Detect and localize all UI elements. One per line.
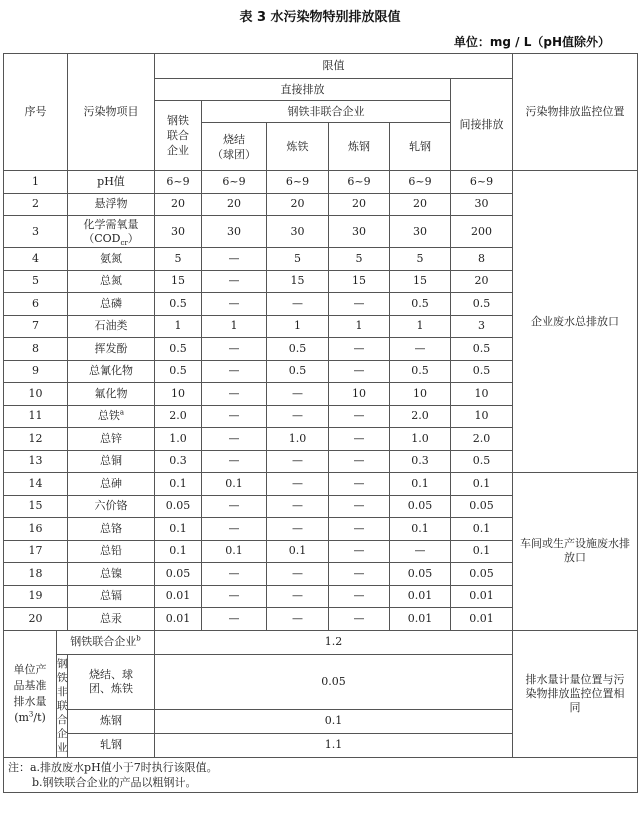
limit-value: — xyxy=(267,585,329,608)
limit-value: — xyxy=(202,293,267,316)
limit-value: 0.05 xyxy=(155,563,202,586)
limit-value: 20 xyxy=(451,270,513,293)
limit-value: 0.5 xyxy=(451,338,513,361)
note-a: 注：a.排放废水pH值小于7时执行该限值。 xyxy=(8,760,218,774)
header-rolling: 轧钢 xyxy=(390,123,451,171)
limit-value: 0.1 xyxy=(451,518,513,541)
pollutant-name: 总汞 xyxy=(68,608,155,631)
limit-value: 0.5 xyxy=(155,338,202,361)
limit-value: — xyxy=(202,518,267,541)
baseline-integrated-value: 1.2 xyxy=(155,630,513,654)
limit-value: — xyxy=(267,495,329,518)
limit-value: 1 xyxy=(329,315,390,338)
baseline-label: 单位产 品基准 排水量 $(m^3/t)$ xyxy=(4,630,57,757)
limit-value: 6~9 xyxy=(155,171,202,194)
baseline-item-label: 轧钢 xyxy=(68,733,155,757)
limit-value: 10 xyxy=(329,383,390,406)
limit-value: 20 xyxy=(390,193,451,216)
limit-value: — xyxy=(202,248,267,271)
limit-value: — xyxy=(202,383,267,406)
baseline-item-value: 0.05 xyxy=(155,654,513,709)
limit-value: 30 xyxy=(390,216,451,248)
limit-value: — xyxy=(329,608,390,631)
limit-value: 20 xyxy=(202,193,267,216)
pollutant-name: 六价铬 xyxy=(68,495,155,518)
limit-value: — xyxy=(329,473,390,496)
pollutant-name: 总铬 xyxy=(68,518,155,541)
header-sintering: 烧结 （球团） xyxy=(202,123,267,171)
limit-value: 0.5 xyxy=(155,360,202,383)
limit-value: — xyxy=(202,405,267,428)
limit-value: — xyxy=(267,473,329,496)
table-title: 表 3 水污染物特别排放限值 xyxy=(239,10,401,25)
row-number: 9 xyxy=(4,360,68,383)
limit-value: — xyxy=(329,293,390,316)
limit-value: — xyxy=(329,540,390,563)
limit-value: — xyxy=(267,563,329,586)
monitor-location: 车间或生产设施废水排放口 xyxy=(513,473,638,631)
limit-value: 0.5 xyxy=(390,360,451,383)
limit-value: 0.1 xyxy=(155,540,202,563)
limit-value: 30 xyxy=(202,216,267,248)
limit-value: 3 xyxy=(451,315,513,338)
row-number: 7 xyxy=(4,315,68,338)
limit-value: 0.01 xyxy=(451,608,513,631)
limit-value: 5 xyxy=(390,248,451,271)
limit-value: 0.3 xyxy=(390,450,451,473)
limit-value: 5 xyxy=(155,248,202,271)
pollutant-name: 化学需氧量 $(COD_{cr})$ xyxy=(68,216,155,248)
notes xyxy=(4,757,638,792)
limit-value: 1.0 xyxy=(390,428,451,451)
limit-value: 0.1 xyxy=(155,473,202,496)
limit-value: 10 xyxy=(451,383,513,406)
limit-value: 1.0 xyxy=(267,428,329,451)
limit-value: 1 xyxy=(390,315,451,338)
limit-value: — xyxy=(329,428,390,451)
limit-value: — xyxy=(202,495,267,518)
limit-value: — xyxy=(329,405,390,428)
limit-value: 15 xyxy=(155,270,202,293)
limit-value: 5 xyxy=(329,248,390,271)
header-monitor: 污染物排放监控位置 xyxy=(513,54,638,171)
limit-value: 0.5 xyxy=(155,293,202,316)
limit-value: — xyxy=(202,360,267,383)
baseline-item-label: 烧结、球 团、炼铁 xyxy=(68,654,155,709)
limit-value: 0.01 xyxy=(390,608,451,631)
row-number: 4 xyxy=(4,248,68,271)
limit-value: 0.05 xyxy=(390,495,451,518)
pollutant-name: pH值 xyxy=(68,171,155,194)
limit-value: 0.01 xyxy=(451,585,513,608)
pollutant-name: 总铅 xyxy=(68,540,155,563)
limit-value: 20 xyxy=(155,193,202,216)
limit-value: 20 xyxy=(267,193,329,216)
pollutant-name: 挥发酚 xyxy=(68,338,155,361)
limit-value: 1 xyxy=(155,315,202,338)
pollutant-name: 总砷 xyxy=(68,473,155,496)
limit-value: 1 xyxy=(267,315,329,338)
limit-value: — xyxy=(390,540,451,563)
row-number: 5 xyxy=(4,270,68,293)
row-number: 18 xyxy=(4,563,68,586)
limit-value: 5 xyxy=(267,248,329,271)
row-number: 20 xyxy=(4,608,68,631)
limit-value: 20 xyxy=(329,193,390,216)
limit-value: — xyxy=(202,608,267,631)
header-seq: 序号 xyxy=(4,54,68,171)
monitor-location: 企业废水总排放口 xyxy=(513,171,638,473)
limit-value: — xyxy=(329,360,390,383)
limit-value: 10 xyxy=(390,383,451,406)
row-number: 11 xyxy=(4,405,68,428)
limit-value: 0.3 xyxy=(155,450,202,473)
limit-value: 0.5 xyxy=(267,360,329,383)
limit-value: 0.5 xyxy=(451,450,513,473)
limit-value: 6~9 xyxy=(202,171,267,194)
limit-value: 0.01 xyxy=(155,608,202,631)
limit-value: — xyxy=(267,293,329,316)
limit-value: — xyxy=(267,608,329,631)
limit-value: — xyxy=(202,270,267,293)
limit-value: — xyxy=(202,450,267,473)
limit-value: 0.01 xyxy=(155,585,202,608)
limit-value: 1.0 xyxy=(155,428,202,451)
emission-limits-table xyxy=(3,53,638,793)
unit-label: 单位：mg / L（pH值除外） xyxy=(453,35,610,49)
table-row xyxy=(4,171,638,194)
pollutant-name: 石油类 xyxy=(68,315,155,338)
limit-value: 0.1 xyxy=(451,473,513,496)
limit-value: 0.05 xyxy=(390,563,451,586)
header-steelmaking: 炼钢 xyxy=(329,123,390,171)
pollutant-name: 氨氮 xyxy=(68,248,155,271)
limit-value: 200 xyxy=(451,216,513,248)
limit-value: 30 xyxy=(267,216,329,248)
row-number: 12 xyxy=(4,428,68,451)
baseline-monitor: 排水量计量位置与污染物排放监控位置相同 xyxy=(513,630,638,757)
baseline-item-value: 0.1 xyxy=(155,709,513,733)
pollutant-name: 总镉 xyxy=(68,585,155,608)
limit-value: — xyxy=(202,338,267,361)
limit-value: 0.5 xyxy=(451,293,513,316)
row-number: 17 xyxy=(4,540,68,563)
limit-value: 6~9 xyxy=(390,171,451,194)
pollutant-name: 总铜 xyxy=(68,450,155,473)
limit-value: 30 xyxy=(155,216,202,248)
limit-value: 0.5 xyxy=(267,338,329,361)
limit-value: 0.05 xyxy=(451,495,513,518)
limit-value: 0.1 xyxy=(202,473,267,496)
pollutant-name: 总镍 xyxy=(68,563,155,586)
limit-value: 15 xyxy=(267,270,329,293)
row-number: 6 xyxy=(4,293,68,316)
limit-value: — xyxy=(329,518,390,541)
limit-value: 0.1 xyxy=(267,540,329,563)
limit-value: 0.05 xyxy=(155,495,202,518)
limit-value: 8 xyxy=(451,248,513,271)
limit-value: — xyxy=(267,383,329,406)
limit-value: 0.01 xyxy=(390,585,451,608)
header-ironmaking: 炼铁 xyxy=(267,123,329,171)
limit-value: 15 xyxy=(329,270,390,293)
header-direct: 直接排放 xyxy=(155,79,451,101)
limit-value: 0.05 xyxy=(451,563,513,586)
pollutant-name: 总锌 xyxy=(68,428,155,451)
baseline-item-value: 1.1 xyxy=(155,733,513,757)
header-non-integrated: 钢铁非联合企业 xyxy=(202,101,451,123)
header-limit: 限值 xyxy=(155,54,513,79)
row-number: 1 xyxy=(4,171,68,194)
limit-value: 0.1 xyxy=(202,540,267,563)
table-row xyxy=(4,473,638,496)
limit-value: — xyxy=(390,338,451,361)
limit-value: 30 xyxy=(329,216,390,248)
limit-value: 2.0 xyxy=(155,405,202,428)
limit-value: 10 xyxy=(451,405,513,428)
limit-value: 0.5 xyxy=(390,293,451,316)
limit-value: — xyxy=(329,585,390,608)
pollutant-name: 悬浮物 xyxy=(68,193,155,216)
limit-value: — xyxy=(267,405,329,428)
note-b: b.钢铁联合企业的产品以粗钢计。 xyxy=(32,775,197,789)
limit-value: 6~9 xyxy=(267,171,329,194)
limit-value: 6~9 xyxy=(451,171,513,194)
row-number: 8 xyxy=(4,338,68,361)
limit-value: 0.1 xyxy=(390,518,451,541)
row-number: 15 xyxy=(4,495,68,518)
row-number: 10 xyxy=(4,383,68,406)
limit-value: 1 xyxy=(202,315,267,338)
pollutant-name: 总氮 xyxy=(68,270,155,293)
limit-value: — xyxy=(202,585,267,608)
baseline-item-label: 炼钢 xyxy=(68,709,155,733)
limit-value: 10 xyxy=(155,383,202,406)
row-number: 16 xyxy=(4,518,68,541)
limit-value: — xyxy=(267,450,329,473)
limit-value: — xyxy=(329,563,390,586)
limit-value: — xyxy=(329,495,390,518)
row-number: 19 xyxy=(4,585,68,608)
limit-value: 0.1 xyxy=(451,540,513,563)
limit-value: 0.5 xyxy=(451,360,513,383)
pollutant-name: 总铁$^a$ xyxy=(68,405,155,428)
row-number: 2 xyxy=(4,193,68,216)
header-indirect: 间接排放 xyxy=(451,79,513,171)
limit-value: 2.0 xyxy=(451,428,513,451)
limit-value: 15 xyxy=(390,270,451,293)
header-item: 污染物项目 xyxy=(68,54,155,171)
pollutant-name: 氟化物 xyxy=(68,383,155,406)
limit-value: 0.1 xyxy=(390,473,451,496)
pollutant-name: 总氰化物 xyxy=(68,360,155,383)
limit-value: 0.1 xyxy=(155,518,202,541)
limit-value: — xyxy=(329,338,390,361)
row-number: 3 xyxy=(4,216,68,248)
limit-value: — xyxy=(202,428,267,451)
baseline-integrated-label: 钢铁联合企业$^b$ xyxy=(57,630,155,654)
header-integrated: 钢铁 联合 企业 xyxy=(155,101,202,171)
limit-value: 30 xyxy=(451,193,513,216)
pollutant-name: 总磷 xyxy=(68,293,155,316)
limit-value: — xyxy=(267,518,329,541)
limit-value: 6~9 xyxy=(329,171,390,194)
limit-value: — xyxy=(329,450,390,473)
row-number: 13 xyxy=(4,450,68,473)
row-number: 14 xyxy=(4,473,68,496)
limit-value: 2.0 xyxy=(390,405,451,428)
limit-value: — xyxy=(202,563,267,586)
baseline-non-integrated-label: 钢 铁 非 联 合 企 业 xyxy=(57,654,68,757)
